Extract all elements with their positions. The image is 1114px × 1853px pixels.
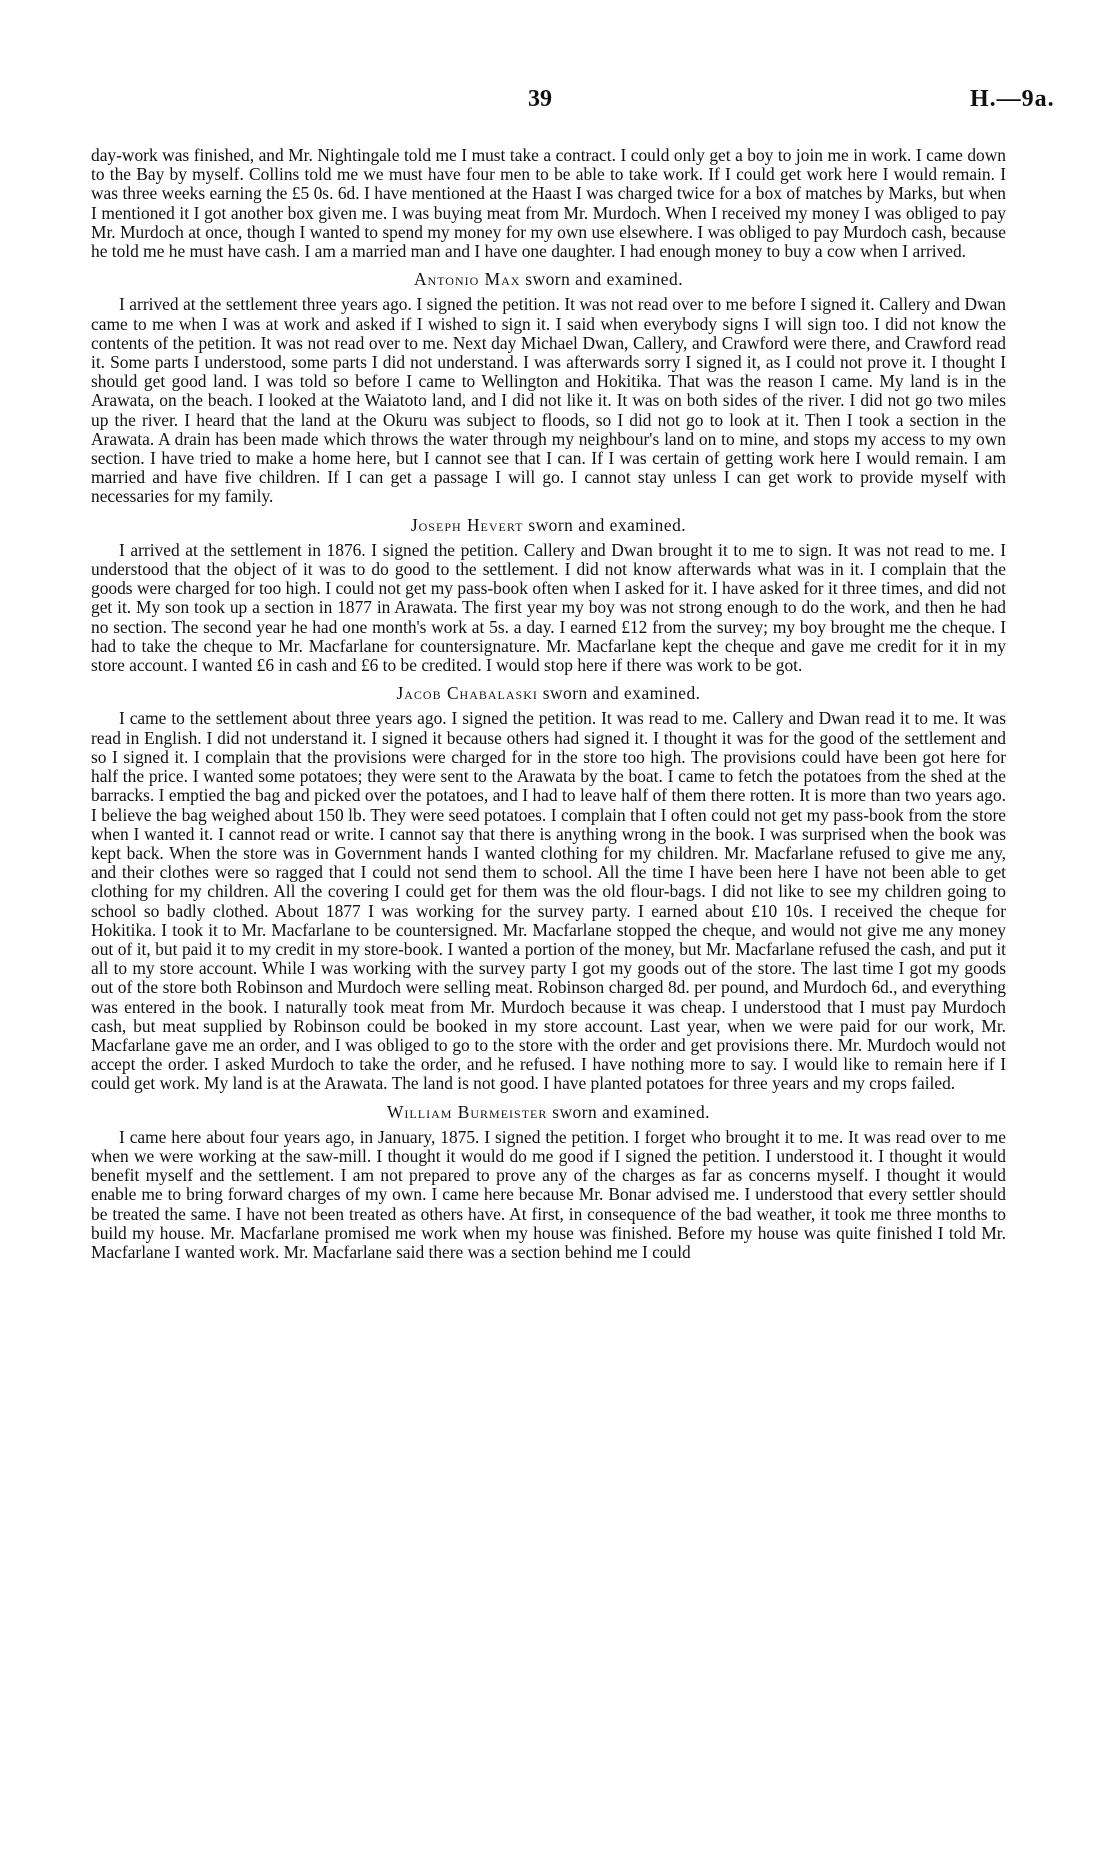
- witness-name: Antonio Max: [413, 269, 521, 290]
- paragraph: I came to the settlement about three years ago. I signed the petition. It was read to me. Callery and Dwan read it to me. It was read in English. I did not understand it. I signed it because others had signed it. I thought it was for the good of the settlement and so I signed it. I complain that the provisions were charged for in the store too high. The provisions could have been got here for half the price. I wanted some potatoes; they were sent to the Arawata by the boat. I came to fetch the potatoes from the shed at the barracks. I emptied the bag and picked over the potatoes, and I had to leave half of them there rotten. It is more than two years ago. I believe the bag weighed about 150 lb. They were seed potatoes. I complain that I often could not get my pass-book from the store when I wanted it. I cannot read or write. I cannot say that there is anything wrong in the book. I was surprised when the book was kept back. When the store was in Government hands I wanted clothing for my children. Mr. Macfarlane refused to give me any, and their clothes were so ragged that I could not send them to school. All the time I have been here I have not been able to get clothing for my children. All the covering I could get for them was the old flour-bags. I did not like to see my children going to school so badly clothed. About 1877 I was working for the survey party. I earned about £10 10s. I received the cheque for Hokitika. I took it to Mr. Macfarlane to be countersigned. Mr. Macfarlane stopped the cheque, and would not give me any money out of it, but paid it to my credit in my store-book. I wanted a portion of the money, but Mr. Macfarlane refused the cash, and put it all to my store account. While I was working with the survey party I got my goods out of the store. The last time I got my goods out of the store both Robinson and Murdoch were selling meat. Robinson charged 8d. per pound, and Murdoch 6d., and everything was entered in the book. I naturally took meat from Mr. Murdoch because it was cheap. I understood that I must pay Murdoch cash, but meat supplied by Robinson could be booked in my store account. Last year, when we were paid for our work, Mr. Macfarlane gave me an order, and I was obliged to go to the store with the order and get provisions there. Mr. Murdoch would not accept the order. I asked Murdoch to take the order, and he refused. I have nothing more to say. I would like to remain here if I could get work. My land is at the Arawata. The land is not good. I have planted potatoes for three years and my crops failed.: [91, 708, 1006, 1094]
- page-header: [0, 86, 1114, 126]
- paragraph: I arrived at the settlement in 1876. I signed the petition. Callery and Dwan brought it to me to sign. It was not read to me. I understood that the object of it was to do good to the settlement. I did not know afterwards what was in it. I complain that the goods were charged for too high. I could not get my pass-book often when I asked for it. I have asked for it three times, and did not get it. My son took up a section in 1877 in Arawata. The first year my boy was not strong enough to do the work, and then he had no section. The second year he had one month's work at 5s. a day. I earned £12 from the survey; my boy brought me the cheque. I had to take the cheque to Mr. Macfarlane for countersignature. Mr. Macfarlane kept the cheque and gave me credit for it in my store account. I wanted £6 in cash and £6 to be credited. I would stop here if there was work to be got.: [91, 539, 1006, 676]
- witness-heading: [91, 684, 1006, 703]
- witness-heading: [91, 1103, 1006, 1122]
- paragraph: I arrived at the settlement three years ago. I signed the petition. It was not read over to me before I signed it. Callery and Dwan came to me when I was at work and asked if I wished to sign it. I said when everybody signs I will sign too. I did not know the contents of the petition. It was not read over to me. Next day Michael Dwan, Callery, and Crawford were there, and Crawford read it. Some parts I understood, some parts I did not understand. I was afterwards sorry I signed it, as I could not prove it. I thought I should get good land. I was told so before I came to Wellington and Hokitika. That was the reason I came. My land is in the Arawata, on the beach. I looked at the Waiatoto land, and I did not like it. It was on both sides of the river. I did not go two miles up the river. I heard that the land at the Okuru was subject to floods, so I did not go to look at it. Then I took a section in the Arawata. A drain has been made which throws the water through my neighbour's land on to mine, and stops my access to my own section. I have tried to make a home here, but I cannot see that I can. If I was certain of getting work here I would remain. I am married and have five children. If I can get a passage I will go. I cannot stay unless I can get work to provide myself with necessaries for my family.: [91, 294, 1006, 507]
- witness-heading: [91, 516, 1006, 535]
- witness-name: Jacob Chabalaski: [396, 683, 538, 704]
- document-body: [91, 146, 1006, 1262]
- witness-name: William Burmeister: [387, 1101, 548, 1122]
- paragraph: day-work was finished, and Mr. Nightingale told me I must take a contract. I could only get a boy to join me in work. I came down to the Bay by myself. Collins told me we must have four men to be able to take work. If I could get work here I would remain. I was three weeks earning the £5 0s. 6d. I have mentioned at the Haast I was charged twice for a box of matches by Marks, but when I mentioned it I got another box given me. I was buying meat from Mr. Murdoch. When I received my money I was obliged to pay Mr. Murdoch at once, though I wanted to spend my money for my own use elsewhere. I was obliged to pay Murdoch cash, because he told me he must have cash. I am a married man and I have one daughter. I had enough money to buy a cow when I arrived.: [91, 145, 1006, 262]
- witness-status: sworn and examined.: [552, 1101, 710, 1122]
- witness-status: sworn and examined.: [528, 514, 687, 535]
- document-reference: H.—9a.: [970, 86, 1055, 112]
- page-number: 39: [528, 86, 552, 112]
- witness-status: sworn and examined.: [542, 683, 701, 704]
- witness-status: sworn and examined.: [525, 269, 684, 290]
- witness-heading: [91, 270, 1006, 289]
- witness-name: Joseph Hevert: [410, 514, 524, 535]
- paragraph: I came here about four years ago, in January, 1875. I signed the petition. I forget who brought it to me. It was read over to me when we were working at the saw-mill. I thought it would do me good if I signed the petition. I understood it. I thought it would benefit myself and the settlement. I am not prepared to prove any of the charges as far as concerns myself. I thought it would enable me to bring forward charges of my own. I came here because Mr. Bonar advised me. I understood that every settler should be treated the same. I have not been treated as others have. At first, in consequence of the bad weather, it took me three months to build my house. Mr. Macfarlane promised me work when my house was finished. Before my house was quite finished I told Mr. Macfarlane I wanted work. Mr. Macfarlane said there was a section behind me I could: [91, 1126, 1006, 1262]
